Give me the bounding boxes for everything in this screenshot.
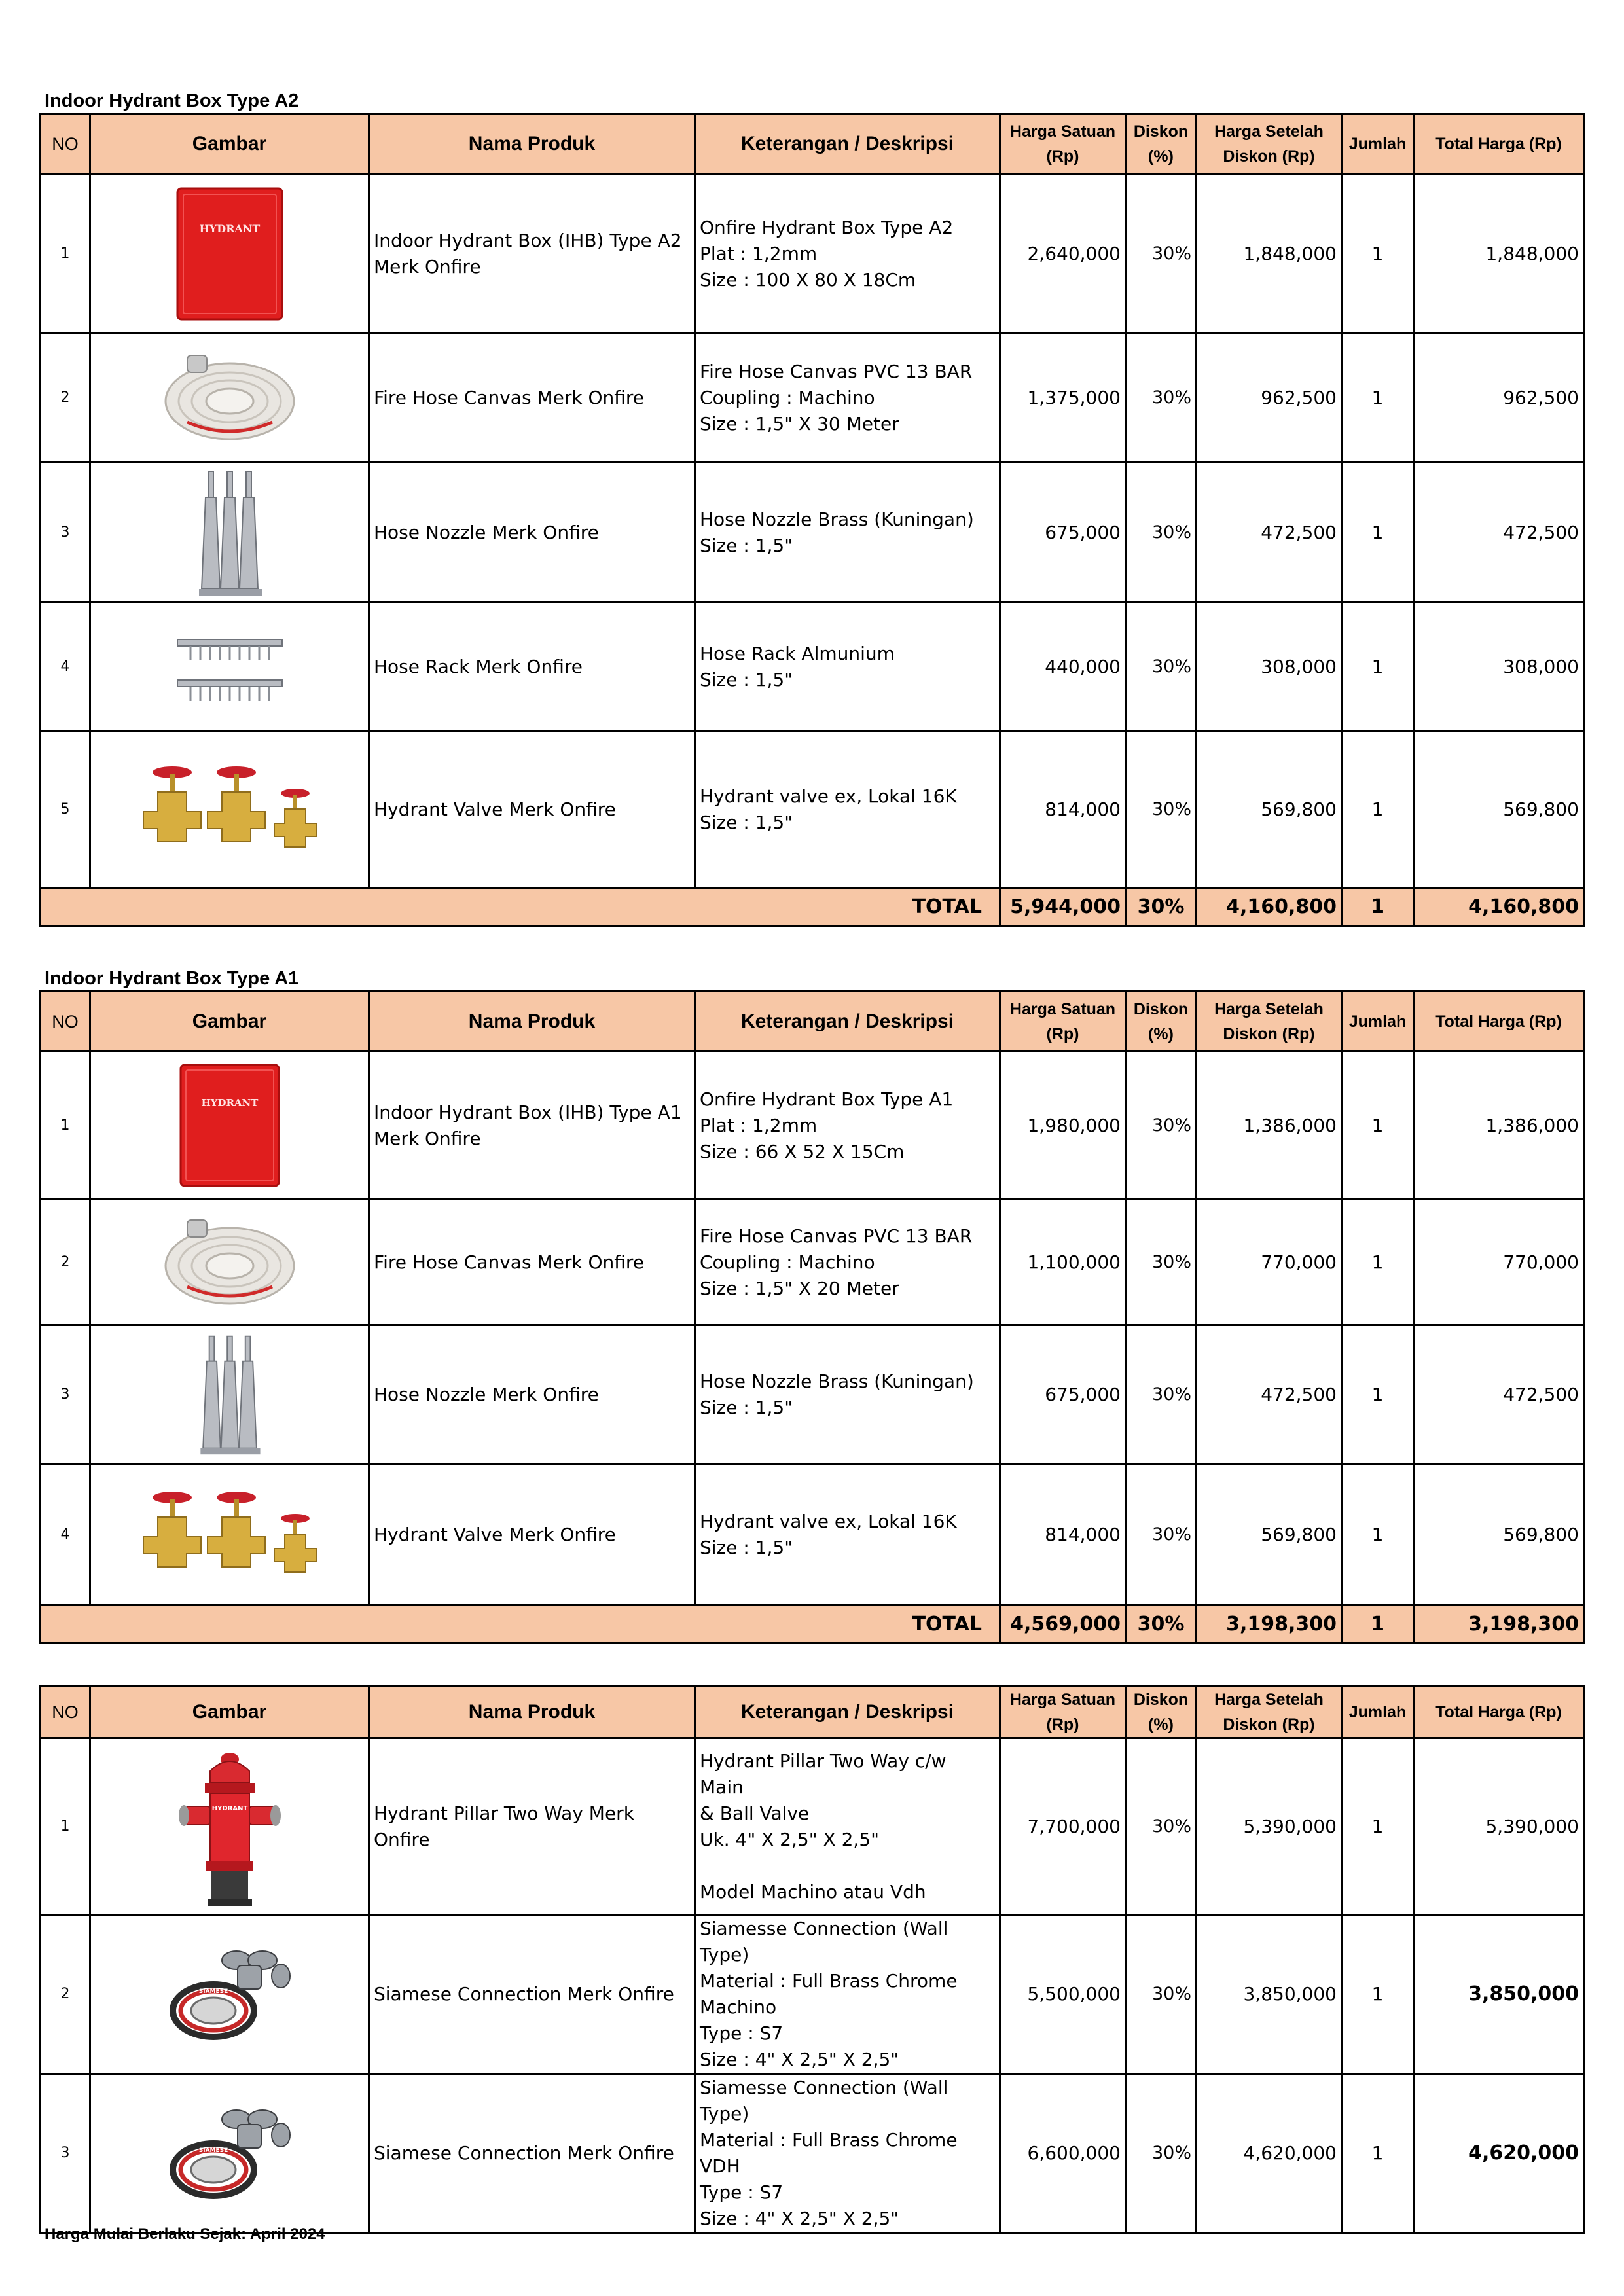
fire-hose-icon: [90, 334, 369, 463]
quantity: 1: [1342, 463, 1414, 603]
row-total: 569,800: [1414, 1464, 1584, 1605]
product-name: Siamese Connection Merk Onfire: [369, 2074, 695, 2233]
product-name: Hose Nozzle Merk Onfire: [369, 463, 695, 603]
product-name: Fire Hose Canvas Merk Onfire: [369, 334, 695, 463]
discount: 30%: [1126, 1464, 1197, 1605]
hydrant-pillar-icon: [90, 1738, 369, 1915]
col-price-header-line1: Harga Satuan: [1009, 122, 1116, 141]
col-after-header-line1: Harga Setelah: [1214, 122, 1324, 141]
row-no: 3: [41, 1325, 90, 1464]
col-qty-header: Jumlah: [1342, 1687, 1414, 1738]
total-label: TOTAL: [41, 1605, 1000, 1643]
total-discount: 30%: [1126, 1605, 1197, 1643]
discount: 30%: [1126, 334, 1197, 463]
col-after-header-line1: Harga Setelah: [1214, 1691, 1324, 1709]
unit-price: 814,000: [1000, 1464, 1126, 1605]
col-desc-header: Keterangan / Deskripsi: [695, 1687, 1000, 1738]
unit-price: 440,000: [1000, 603, 1126, 731]
row-total: 308,000: [1414, 603, 1584, 731]
col-discount-header-line1: Diskon: [1133, 999, 1189, 1018]
siamese-connection-icon: [90, 1915, 369, 2074]
row-no: 1: [41, 1052, 90, 1200]
row-no: 4: [41, 603, 90, 731]
discount: 30%: [1126, 463, 1197, 603]
quantity: 1: [1342, 1915, 1414, 2074]
unit-price: 814,000: [1000, 731, 1126, 888]
quantity: 1: [1342, 1464, 1414, 1605]
price-after-discount: 5,390,000: [1197, 1738, 1342, 1915]
product-description: Hydrant valve ex, Lokal 16K Size : 1,5": [695, 731, 1000, 888]
row-total: 1,848,000: [1414, 174, 1584, 334]
col-qty-header: Jumlah: [1342, 114, 1414, 174]
row-no: 2: [41, 1200, 90, 1325]
table-row: [41, 1200, 1584, 1325]
quantity: 1: [1342, 2074, 1414, 2233]
discount: 30%: [1126, 731, 1197, 888]
total-quantity: 1: [1342, 888, 1414, 926]
hydrant-box-label: HYDRANT: [201, 1097, 258, 1109]
price-validity-note: Harga Mulai Berlaku Sejak: April 2024: [45, 2225, 325, 2243]
price-after-discount: 962,500: [1197, 334, 1342, 463]
discount: 30%: [1126, 1200, 1197, 1325]
unit-price: 675,000: [1000, 463, 1126, 603]
table-row: [41, 603, 1584, 731]
col-price-header-line1: Harga Satuan: [1009, 999, 1116, 1018]
price-after-discount: 1,848,000: [1197, 174, 1342, 334]
product-name: Hydrant Valve Merk Onfire: [369, 731, 695, 888]
col-desc-header: Keterangan / Deskripsi: [695, 992, 1000, 1052]
total-unit-price: 4,569,000: [1000, 1605, 1126, 1643]
col-name-header: Nama Produk: [369, 992, 695, 1052]
col-total-header: Total Harga (Rp): [1414, 1687, 1584, 1738]
price-after-discount: 3,850,000: [1197, 1915, 1342, 2074]
row-total: 962,500: [1414, 334, 1584, 463]
row-total: 770,000: [1414, 1200, 1584, 1325]
price-after-discount: 472,500: [1197, 463, 1342, 603]
unit-price: 675,000: [1000, 1325, 1126, 1464]
col-total-header: Total Harga (Rp): [1414, 114, 1584, 174]
discount: 30%: [1126, 1052, 1197, 1200]
product-name: Hydrant Pillar Two Way Merk Onfire: [369, 1738, 695, 1915]
price-after-discount: 472,500: [1197, 1325, 1342, 1464]
row-no: 5: [41, 731, 90, 888]
unit-price: 2,640,000: [1000, 174, 1126, 334]
price-after-discount: 569,800: [1197, 1464, 1342, 1605]
header-row: [41, 114, 1584, 174]
table-row: [41, 334, 1584, 463]
product-description: Onfire Hydrant Box Type A1 Plat : 1,2mm Size : 66 X 52 X 15Cm: [695, 1052, 1000, 1200]
table-row: [41, 1915, 1584, 2074]
quantity: 1: [1342, 1200, 1414, 1325]
total-label: TOTAL: [41, 888, 1000, 926]
hydrant-valve-icon: [90, 1464, 369, 1605]
col-price-header-line1: Harga Satuan: [1009, 1691, 1116, 1709]
siamese-label: SIAMESE: [198, 1988, 228, 1995]
total-after-discount: 4,160,800: [1197, 888, 1342, 926]
unit-price: 7,700,000: [1000, 1738, 1126, 1915]
total-row: [41, 1605, 1584, 1643]
price-after-discount: 308,000: [1197, 603, 1342, 731]
product-description: Hydrant valve ex, Lokal 16K Size : 1,5": [695, 1464, 1000, 1605]
col-image-header: Gambar: [90, 1687, 369, 1738]
col-desc-header: Keterangan / Deskripsi: [695, 114, 1000, 174]
price-table-pillar: [39, 1685, 1585, 2234]
siamese-connection-icon: [90, 2074, 369, 2233]
col-name-header: Nama Produk: [369, 114, 695, 174]
hydrant-valve-icon: [90, 731, 369, 888]
row-no: 2: [41, 334, 90, 463]
col-image-header: Gambar: [90, 114, 369, 174]
row-total: 1,386,000: [1414, 1052, 1584, 1200]
table-row: [41, 2074, 1584, 2233]
col-discount-header-line2: (%): [1148, 147, 1174, 166]
quantity: 1: [1342, 603, 1414, 731]
hydrant-box-label: HYDRANT: [199, 222, 260, 235]
hose-nozzle-icon: [90, 463, 369, 603]
price-table-a2: [39, 113, 1585, 927]
price-after-discount: 1,386,000: [1197, 1052, 1342, 1200]
price-after-discount: 569,800: [1197, 731, 1342, 888]
total-unit-price: 5,944,000: [1000, 888, 1126, 926]
discount: 30%: [1126, 1915, 1197, 2074]
col-price-header: [1000, 1687, 1126, 1738]
hose-nozzle-icon: [90, 1325, 369, 1464]
grand-total: 4,160,800: [1414, 888, 1584, 926]
col-discount-header: [1126, 114, 1197, 174]
quantity: 1: [1342, 1325, 1414, 1464]
col-discount-header-line1: Diskon: [1133, 122, 1189, 141]
grand-total: 3,198,300: [1414, 1605, 1584, 1643]
product-description: Onfire Hydrant Box Type A2 Plat : 1,2mm Size : 100 X 80 X 18Cm: [695, 174, 1000, 334]
hydrant-box-icon: [90, 1052, 369, 1200]
quantity: 1: [1342, 174, 1414, 334]
table-row: [41, 1325, 1584, 1464]
row-no: 3: [41, 463, 90, 603]
section-title-a2: Indoor Hydrant Box Type A2: [45, 90, 299, 111]
total-quantity: 1: [1342, 1605, 1414, 1643]
row-total: 472,500: [1414, 463, 1584, 603]
siamese-label: SIAMESE: [198, 2147, 228, 2154]
discount: 30%: [1126, 603, 1197, 731]
total-row: [41, 888, 1584, 926]
product-name: Hose Nozzle Merk Onfire: [369, 1325, 695, 1464]
fire-hose-icon: [90, 1200, 369, 1325]
discount: 30%: [1126, 1325, 1197, 1464]
product-description: Siamesse Connection (Wall Type) Material : Full Brass Chrome VDH Type : S7 Size : 4" X 2,5" X 2,5": [695, 2074, 1000, 2233]
total-discount: 30%: [1126, 888, 1197, 926]
hydrant-pillar-label: HYDRANT: [211, 1804, 247, 1812]
row-no: 2: [41, 1915, 90, 2074]
hydrant-box-icon: [90, 174, 369, 334]
quantity: 1: [1342, 1052, 1414, 1200]
unit-price: 1,375,000: [1000, 334, 1126, 463]
header-row: [41, 992, 1584, 1052]
product-description: Fire Hose Canvas PVC 13 BAR Coupling : Machino Size : 1,5" X 30 Meter: [695, 334, 1000, 463]
unit-price: 5,500,000: [1000, 1915, 1126, 2074]
hose-rack-icon: [90, 603, 369, 731]
row-total: 3,850,000: [1414, 1915, 1584, 2074]
col-price-header: [1000, 114, 1126, 174]
unit-price: 1,980,000: [1000, 1052, 1126, 1200]
table-row: [41, 1052, 1584, 1200]
col-image-header: Gambar: [90, 992, 369, 1052]
total-after-discount: 3,198,300: [1197, 1605, 1342, 1643]
col-after-header-line2: Diskon (Rp): [1223, 147, 1315, 166]
table-row: [41, 174, 1584, 334]
price-after-discount: 4,620,000: [1197, 2074, 1342, 2233]
product-description: Fire Hose Canvas PVC 13 BAR Coupling : Machino Size : 1,5" X 20 Meter: [695, 1200, 1000, 1325]
table-row: [41, 1464, 1584, 1605]
col-after-header-line2: Diskon (Rp): [1223, 1715, 1315, 1734]
col-total-header: Total Harga (Rp): [1414, 992, 1584, 1052]
col-qty-header: Jumlah: [1342, 992, 1414, 1052]
col-discount-header: [1126, 992, 1197, 1052]
row-total: 569,800: [1414, 731, 1584, 888]
unit-price: 6,600,000: [1000, 2074, 1126, 2233]
col-after-header-line1: Harga Setelah: [1214, 999, 1324, 1018]
row-total: 4,620,000: [1414, 2074, 1584, 2233]
product-name: Indoor Hydrant Box (IHB) Type A1 Merk Onfire: [369, 1052, 695, 1200]
table-row: [41, 1738, 1584, 1915]
col-after-header-line2: Diskon (Rp): [1223, 1024, 1315, 1043]
unit-price: 1,100,000: [1000, 1200, 1126, 1325]
product-name: Hydrant Valve Merk Onfire: [369, 1464, 695, 1605]
product-description: Hydrant Pillar Two Way c/w Main & Ball Valve Uk. 4" X 2,5" X 2,5" Model Machino atau Vdh: [695, 1738, 1000, 1915]
product-name: Fire Hose Canvas Merk Onfire: [369, 1200, 695, 1325]
row-no: 3: [41, 2074, 90, 2233]
product-name: Siamese Connection Merk Onfire: [369, 1915, 695, 2074]
product-description: Hose Rack Almunium Size : 1,5": [695, 603, 1000, 731]
product-description: Siamesse Connection (Wall Type) Material : Full Brass Chrome Machino Type : S7 Size : 4" X 2,5" X 2,5": [695, 1915, 1000, 2074]
row-no: 4: [41, 1464, 90, 1605]
product-description: Hose Nozzle Brass (Kuningan) Size : 1,5": [695, 1325, 1000, 1464]
col-discount-header-line2: (%): [1148, 1024, 1174, 1043]
discount: 30%: [1126, 1738, 1197, 1915]
discount: 30%: [1126, 2074, 1197, 2233]
row-total: 472,500: [1414, 1325, 1584, 1464]
col-discount-header: [1126, 1687, 1197, 1738]
quantity: 1: [1342, 731, 1414, 888]
row-no: 1: [41, 174, 90, 334]
col-after-header: [1197, 114, 1342, 174]
row-no: 1: [41, 1738, 90, 1915]
col-no-header: NO: [41, 1687, 90, 1738]
row-total: 5,390,000: [1414, 1738, 1584, 1915]
discount: 30%: [1126, 174, 1197, 334]
col-price-header-line2: (Rp): [1046, 1715, 1079, 1734]
col-discount-header-line1: Diskon: [1133, 1691, 1189, 1709]
product-description: Hose Nozzle Brass (Kuningan) Size : 1,5": [695, 463, 1000, 603]
price-table-a1: [39, 990, 1585, 1644]
col-no-header: NO: [41, 992, 90, 1052]
col-price-header: [1000, 992, 1126, 1052]
product-name: Indoor Hydrant Box (IHB) Type A2 Merk Onfire: [369, 174, 695, 334]
col-after-header: [1197, 1687, 1342, 1738]
price-after-discount: 770,000: [1197, 1200, 1342, 1325]
header-row: [41, 1687, 1584, 1738]
col-name-header: Nama Produk: [369, 1687, 695, 1738]
quantity: 1: [1342, 334, 1414, 463]
product-name: Hose Rack Merk Onfire: [369, 603, 695, 731]
section-title-a1: Indoor Hydrant Box Type A1: [45, 968, 299, 989]
col-after-header: [1197, 992, 1342, 1052]
col-no-header: NO: [41, 114, 90, 174]
col-price-header-line2: (Rp): [1046, 147, 1079, 166]
col-price-header-line2: (Rp): [1046, 1024, 1079, 1043]
col-discount-header-line2: (%): [1148, 1715, 1174, 1734]
quantity: 1: [1342, 1738, 1414, 1915]
table-row: [41, 463, 1584, 603]
table-row: [41, 731, 1584, 888]
